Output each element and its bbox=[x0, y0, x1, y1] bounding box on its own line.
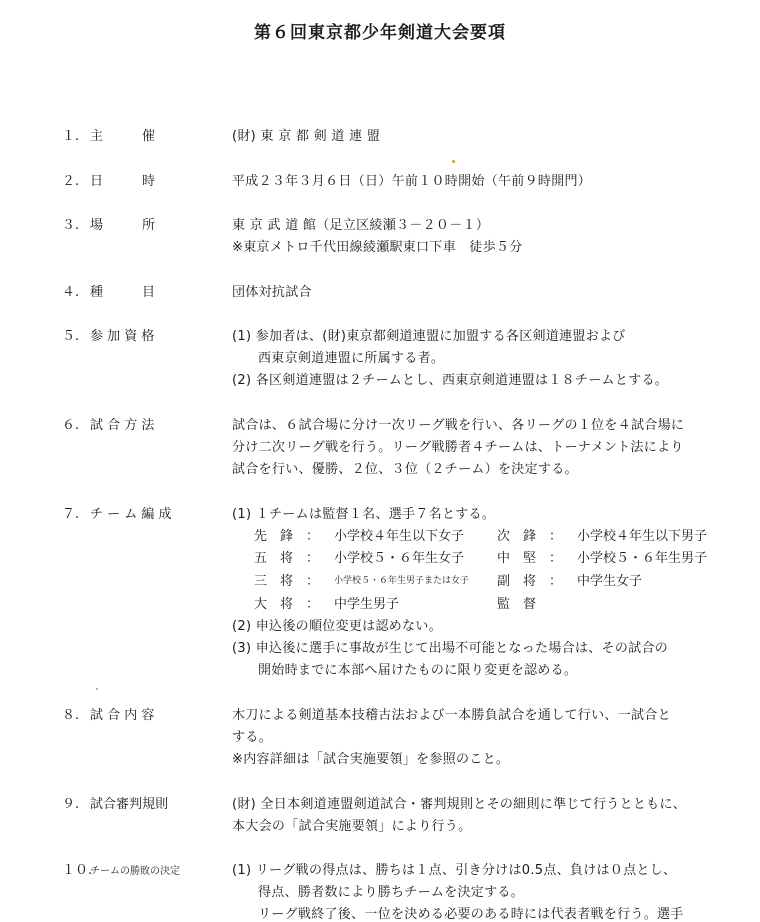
section-label: チ ー ム 編 成 bbox=[90, 507, 172, 522]
section-6-line-2: 分け二次リーグ戦を行う。リーグ戦勝者４チームは、トーナメント法により bbox=[232, 440, 684, 455]
roster-value: 小学校４年生以下男子 bbox=[577, 529, 708, 544]
section-label: 主 催 bbox=[90, 129, 156, 144]
section-4-heading bbox=[62, 281, 155, 300]
section-8-line-3: ※内容詳細は「試合実施要領」を参照のこと。 bbox=[232, 752, 510, 767]
section-3-heading bbox=[62, 214, 155, 233]
section-8-heading bbox=[62, 704, 154, 723]
roster-value: 中学生女子 bbox=[577, 574, 643, 589]
section-label: チームの勝敗の決定 bbox=[90, 866, 180, 877]
roster-position: 監 督 bbox=[497, 597, 537, 612]
section-number: ９. bbox=[62, 797, 80, 812]
roster-value: 小学校５・６年生男子 bbox=[577, 551, 708, 566]
section-10-line-1: (1) リーグ戦の得点は、勝ちは１点、引き分けは0.5点、負けは０点とし、 bbox=[232, 863, 677, 878]
section-label: 試 合 内 容 bbox=[90, 708, 155, 723]
roster-value: 小学校４年生以下女子 bbox=[334, 529, 465, 544]
section-number: １. bbox=[62, 129, 80, 144]
section-number: ３. bbox=[62, 218, 80, 233]
section-6-line-3: 試合を行い、優勝、２位、３位（２チーム）を決定する。 bbox=[232, 462, 578, 477]
roster-value: 中学生男子 bbox=[334, 597, 400, 612]
document-title: 第６回東京都少年剣道大会要項 bbox=[254, 23, 506, 43]
roster-value: 小学校５・６年生女子 bbox=[334, 551, 465, 566]
roster-position: 副 将 ： bbox=[497, 574, 563, 589]
section-6-line-1: 試合は、６試合場に分け一次リーグ戦を行い、各リーグの１位を４試合場に bbox=[232, 418, 685, 433]
section-9-line-1: (財) 全日本剣道連盟剣道試合・審判規則とその細則に準じて行うとともに、 bbox=[232, 797, 687, 812]
section-2-heading bbox=[62, 170, 155, 189]
section-number: ８. bbox=[62, 708, 80, 723]
section-6-heading bbox=[62, 414, 154, 433]
section-10-line-3: リーグ戦終了後、一位を決める必要のある時には代表者戦を行う。選手 bbox=[258, 907, 684, 922]
section-3-note: ※東京メトロ千代田線綾瀬駅東口下車 徒歩５分 bbox=[232, 240, 523, 255]
section-label: 場 所 bbox=[90, 218, 156, 233]
section-number: ５. bbox=[62, 329, 80, 344]
section-label: 試合審判規則 bbox=[90, 797, 169, 812]
section-number: ７. bbox=[62, 507, 80, 522]
section-10-heading bbox=[62, 859, 180, 878]
section-8-line-2: する。 bbox=[232, 730, 272, 745]
roster-position: 次 鋒 ： bbox=[497, 529, 563, 544]
section-number: １０. bbox=[62, 863, 93, 878]
scan-speck bbox=[96, 688, 98, 690]
section-7-line-3: (3) 申込後に選手に事故が生じて出場不可能となった場合は、その試合の bbox=[232, 641, 669, 656]
section-5-line-1: (1) 参加者は、(財)東京都剣道連盟に加盟する各区剣道連盟および bbox=[232, 329, 626, 344]
section-7-line-2: (2) 申込後の順位変更は認めない。 bbox=[232, 619, 442, 634]
section-9-line-2: 本大会の「試合実施要領」により行う。 bbox=[232, 819, 472, 834]
section-10-line-2: 得点、勝者数により勝ちチームを決定する。 bbox=[258, 885, 525, 900]
section-1-text: (財) 東 京 都 剣 道 連 盟 bbox=[232, 129, 381, 144]
section-2-text: 平成２３年３月６日（日）午前１０時開始（午前９時開門） bbox=[232, 174, 592, 189]
section-5-line-2: 西東京剣道連盟に所属する者。 bbox=[258, 351, 445, 366]
section-label: 参 加 資 格 bbox=[90, 329, 155, 344]
section-label: 日 時 bbox=[90, 174, 156, 189]
section-5-heading bbox=[62, 325, 154, 344]
section-1-heading bbox=[62, 125, 155, 144]
section-label: 試 合 方 法 bbox=[90, 418, 155, 433]
section-label: 種 目 bbox=[90, 285, 156, 300]
roster-position: 大 将 ： bbox=[254, 597, 320, 612]
roster-value: 小学校５・６年生男子または女子 bbox=[334, 576, 470, 586]
section-4-text: 団体対抗試合 bbox=[232, 285, 312, 300]
section-7-line-1: (1) １チームは監督１名、選手７名とする。 bbox=[232, 507, 496, 522]
section-8-line-1: 木刀による剣道基本技稽古法および一本勝負試合を通して行い、一試合と bbox=[232, 708, 671, 723]
roster-position: 五 将 ： bbox=[254, 551, 320, 566]
section-number: ２. bbox=[62, 174, 80, 189]
section-number: ４. bbox=[62, 285, 80, 300]
section-9-heading bbox=[62, 793, 168, 812]
section-3-text: 東 京 武 道 館（足立区綾瀬３－２０－１） bbox=[232, 218, 490, 233]
scan-speck bbox=[452, 160, 455, 163]
section-7-heading bbox=[62, 503, 172, 522]
section-7-line-4: 開始時までに本部へ届けたものに限り変更を認める。 bbox=[258, 663, 578, 678]
roster-position: 中 堅 ： bbox=[497, 551, 563, 566]
section-5-line-3: (2) 各区剣道連盟は２チームとし、西東京剣道連盟は１８チームとする。 bbox=[232, 373, 669, 388]
section-number: ６. bbox=[62, 418, 80, 433]
roster-position: 先 鋒 ： bbox=[254, 529, 320, 544]
roster-position: 三 将 ： bbox=[254, 574, 320, 589]
